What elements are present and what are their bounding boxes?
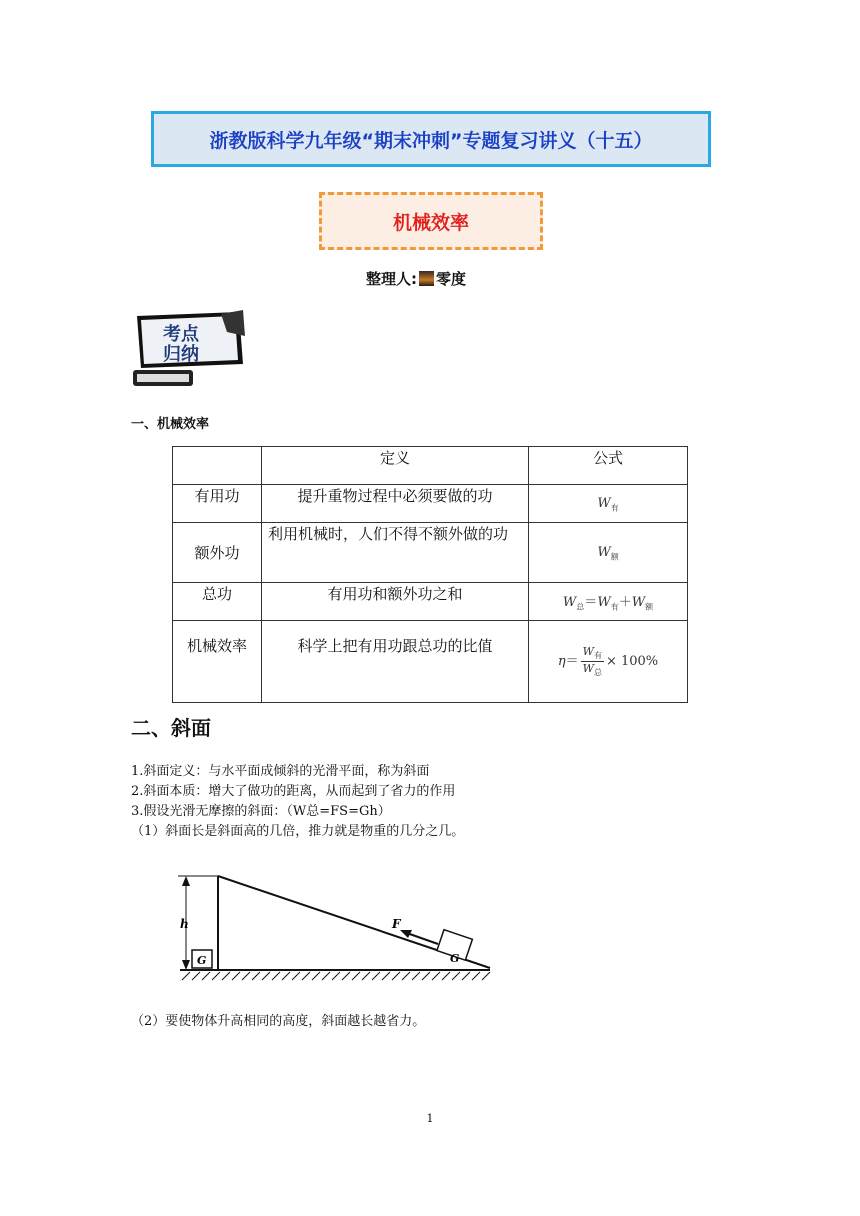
formula-total-work: $W_总=W_有+W_额$: [529, 583, 688, 621]
incline-essence-text: 2.斜面本质：增大了做功的距离，从而起到了省力的作用: [131, 784, 456, 799]
badge-text-1: 考点: [163, 324, 199, 345]
incline-note-2-text: （2）要使物体升高相同的高度，斜面越长越省力。: [131, 1014, 426, 1029]
incline-assumption-text: 3.假设光滑无摩擦的斜面：（W总=FS=Gh）: [131, 804, 391, 819]
organizer-avatar-icon: [419, 271, 434, 286]
row-definition: 有用功和额外功之和: [262, 583, 529, 621]
incline-definition-text: 1.斜面定义：与水平面成倾斜的光滑平面，称为斜面: [131, 764, 430, 779]
section-heading-efficiency: 一、机械效率: [131, 417, 210, 432]
organizer-name: 零度: [436, 270, 467, 288]
incline-diagram: [172, 868, 492, 986]
table-header-empty: [173, 447, 262, 485]
table-row: [173, 485, 688, 523]
topic-title-box: [319, 192, 543, 250]
section-heading-incline: 二、斜面: [131, 716, 211, 740]
document-title-box: [151, 111, 711, 167]
label-h: h: [180, 917, 189, 931]
row-term: 有用功: [173, 485, 262, 523]
row-definition: 科学上把有用功跟总功的比值: [262, 621, 529, 703]
row-term: 额外功: [173, 523, 262, 583]
label-G-small: G: [197, 954, 207, 967]
efficiency-table: [172, 446, 688, 703]
organizer-line: [366, 268, 466, 289]
formula-efficiency: η＝ $\frac{W_有}{W_总}$ × 100%: [529, 621, 688, 703]
incline-note-1-text: （1）斜面长是斜面高的几倍，推力就是物重的几分之几。: [131, 824, 465, 839]
row-term: 机械效率: [173, 621, 262, 703]
formula-extra-work: $W_额$: [529, 523, 688, 583]
page-number: 1: [426, 1112, 434, 1125]
table-row: [173, 523, 688, 583]
row-term: 总功: [173, 583, 262, 621]
row-definition: 利用机械时，人们不得不额外做的功: [262, 523, 529, 583]
topic-title: 机械效率: [392, 211, 469, 234]
label-G-block: G: [450, 952, 460, 965]
table-header-definition: 定义: [262, 447, 529, 485]
badge-text-2: 归纳: [163, 344, 199, 365]
document-title: 浙教版科学九年级“期末冲刺”专题复习讲义（十五）: [209, 129, 653, 152]
organizer-label: 整理人:: [366, 270, 417, 288]
table-row: [173, 621, 688, 703]
key-points-badge-icon: [131, 310, 247, 390]
table-row: [173, 583, 688, 621]
row-definition: 提升重物过程中必须要做的功: [262, 485, 529, 523]
table-header-formula: 公式: [529, 447, 688, 485]
formula-useful-work: $W_有$: [529, 485, 688, 523]
label-F: F: [392, 917, 401, 931]
